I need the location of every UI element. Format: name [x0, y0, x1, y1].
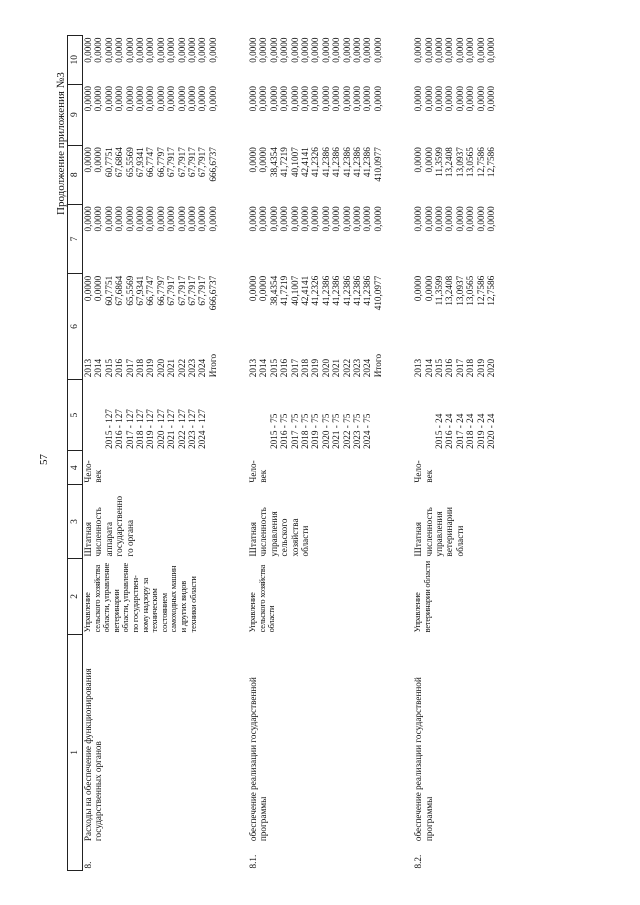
column-9-cell: 0,0000	[124, 86, 135, 112]
year-cell: 2023	[351, 358, 362, 378]
row-grantor: Управление сельского хозяйства области	[248, 564, 277, 633]
column-7-cell: 0,0000	[423, 206, 434, 232]
column-7-cell: 0,0000	[341, 206, 352, 232]
column-6-cell: 0,0000	[413, 275, 424, 302]
column-6-cell: 65,5569	[124, 275, 135, 306]
column-10-cell: 0,0000	[134, 37, 145, 63]
base-value-cell: 2017 - 24	[454, 413, 465, 449]
column-10-cell: 0,0000	[300, 37, 311, 63]
column-10-cell: 0,0000	[124, 37, 135, 63]
column-7-cell: 0,0000	[155, 206, 166, 232]
column-8-cell: 0,0000	[248, 147, 259, 173]
column-7-cell: 0,0000	[465, 206, 476, 232]
column-9-values	[83, 84, 219, 145]
year-cell: 2014	[93, 358, 104, 378]
column-6-cell: 666,6737	[207, 275, 218, 311]
year-cell: 2016	[279, 358, 290, 378]
column-9-cell: 0,0000	[166, 86, 177, 112]
base-value-list	[248, 379, 383, 451]
column-8-cell: 0,0000	[413, 147, 424, 173]
year-cell: 2017	[289, 358, 300, 378]
year-cell: 2017	[124, 358, 135, 378]
year-cell: 2018	[134, 358, 145, 378]
column-6-cell: 40,1007	[289, 275, 300, 306]
column-8-cell: 0,0000	[83, 147, 93, 173]
column-8-cell: 41,2386	[341, 147, 352, 178]
row-spacer	[218, 36, 248, 871]
base-value-cell: 2022 - 75	[341, 413, 352, 449]
row-unit: Чело-век	[83, 460, 104, 483]
column-6-cell: 410,0977	[372, 275, 383, 311]
year-cell: 2018	[300, 358, 311, 378]
column-header: 10	[68, 36, 83, 85]
column-8-cell: 12,7586	[475, 147, 486, 178]
column-10-cell: 0,0000	[310, 37, 321, 63]
row-index: 8.1.	[248, 854, 259, 869]
base-value-cell	[248, 381, 258, 449]
column-8-cell: 13,0937	[454, 147, 465, 178]
column-8-cell: 13,0565	[465, 147, 476, 178]
column-7-cell: 0,0000	[248, 206, 259, 232]
column-10-cell: 0,0000	[114, 37, 125, 63]
year-cell: 2024	[197, 358, 208, 378]
base-value-cell: 2019 - 127	[145, 409, 156, 449]
column-10-cell: 0,0000	[93, 37, 104, 63]
year-cell: 2013	[248, 358, 259, 378]
year-cell: 2017	[454, 358, 465, 378]
column-7-cell: 0,0000	[300, 206, 311, 232]
column-6-cell: 13,0565	[465, 275, 476, 306]
year-cell: 2024	[362, 358, 373, 378]
column-8-cell: 410,0977	[372, 147, 383, 182]
row-index: 8.	[83, 861, 93, 869]
column-6-cell: 67,7917	[176, 275, 187, 306]
base-value-cell: 2018 - 75	[300, 413, 311, 449]
column-10-cell: 0,0000	[485, 37, 496, 63]
year-cell: 2022	[341, 358, 352, 378]
base-value-cell: 2022 - 127	[176, 409, 187, 449]
column-7-cell: 0,0000	[454, 206, 465, 232]
column-6-cell: 67,9341	[134, 275, 145, 306]
column-9-cell: 0,0000	[433, 86, 444, 112]
column-header: 4	[68, 451, 83, 485]
column-8-cell: 41,2386	[362, 147, 373, 178]
base-value-cell: 2024 - 75	[362, 413, 373, 449]
column-7-cell: 0,0000	[485, 206, 496, 232]
column-header: 2	[68, 558, 83, 634]
base-value-cell: 2016 - 75	[279, 413, 290, 449]
column-8-cell: 67,6864	[114, 147, 125, 178]
column-7-cell: 0,0000	[351, 206, 362, 232]
column-header: 8	[68, 145, 83, 204]
base-value-cell: 2016 - 127	[114, 409, 125, 449]
column-7-cell: 0,0000	[289, 206, 300, 232]
column-7-cell: 0,0000	[83, 206, 93, 232]
budget-table	[67, 35, 496, 871]
column-8-cell: 41,2386	[351, 147, 362, 178]
column-10-cell: 0,0000	[155, 37, 166, 63]
base-value-cell: 2017 - 75	[289, 413, 300, 449]
column-7-cell: 0,0000	[166, 206, 177, 232]
column-9-cell: 0,0000	[176, 86, 187, 112]
column-8-cell: 11,3599	[433, 147, 444, 177]
year-cell: 2013	[83, 358, 93, 378]
base-value-cell: 2015 - 24	[433, 413, 444, 449]
column-9-cell: 0,0000	[279, 86, 290, 112]
base-value-cell: 2019 - 75	[310, 413, 321, 449]
column-7-cell: 0,0000	[331, 206, 342, 232]
base-value-cell: 2015 - 75	[268, 413, 279, 449]
year-cell: 2020	[485, 358, 496, 378]
year-cell: 2015	[433, 358, 444, 378]
column-9-cell: 0,0000	[155, 86, 166, 112]
column-10-values	[413, 36, 496, 85]
year-cell: Итого	[207, 353, 218, 378]
column-7-cell: 0,0000	[124, 206, 135, 232]
column-6-cell: 12,7586	[475, 275, 486, 306]
column-10-cell: 0,0000	[83, 37, 93, 63]
column-8-cell: 41,2386	[331, 147, 342, 178]
column-6-cell: 41,2386	[331, 275, 342, 306]
column-10-cell: 0,0000	[433, 37, 444, 63]
table-row	[248, 36, 383, 871]
base-value-cell: 2016 - 24	[444, 413, 455, 449]
row-index: 8.2.	[413, 854, 424, 869]
year-cell: 2016	[114, 358, 125, 378]
column-10-cell: 0,0000	[413, 37, 424, 63]
column-9-cell: 0,0000	[423, 86, 434, 112]
column-8-cell: 66,7797	[155, 147, 166, 178]
column-6-cell: 0,0000	[83, 275, 93, 302]
column-9-values	[248, 84, 383, 145]
column-7-cell: 0,0000	[93, 206, 104, 232]
column-9-cell: 0,0000	[258, 86, 269, 112]
base-value-cell	[83, 381, 93, 449]
column-7-cell: 0,0000	[268, 206, 279, 232]
column-7-cell: 0,0000	[362, 206, 373, 232]
column-6-cell: 0,0000	[248, 275, 259, 302]
column-7-cell: 0,0000	[176, 206, 187, 232]
column-10-cell: 0,0000	[176, 37, 187, 63]
column-6-cell: 41,2386	[362, 275, 373, 306]
column-8-values	[413, 145, 496, 204]
column-10-cell: 0,0000	[103, 37, 114, 63]
row-indicator: Штатная численность аппарата государственно го органа	[83, 495, 135, 557]
column-8-cell: 42,4141	[300, 147, 311, 178]
column-6-cell: 67,7917	[166, 275, 177, 306]
column-header: 1	[68, 634, 83, 870]
column-6-cell: 60,7751	[103, 275, 114, 306]
column-header: 7	[68, 204, 83, 274]
column-6-cell: 0,0000	[93, 275, 104, 302]
column-7-cell: 0,0000	[310, 206, 321, 232]
column-8-cell: 67,7917	[186, 147, 197, 178]
column-8-cell: 0,0000	[258, 147, 269, 173]
column-9-cell: 0,0000	[207, 86, 218, 112]
base-value-cell: 2017 - 127	[124, 409, 135, 449]
column-10-cell: 0,0000	[351, 37, 362, 63]
row-indicator: Штатная численность управления ветеринарии области	[413, 507, 465, 557]
column-10-cell: 0,0000	[475, 37, 486, 63]
row-name: Расходы на обеспечение функционирования государственных органов	[83, 668, 104, 842]
base-value-cell: 2015 - 127	[103, 409, 114, 449]
column-7-cell: 0,0000	[134, 206, 145, 232]
column-10-cell: 0,0000	[166, 37, 177, 63]
column-6-cell: 67,6864	[114, 275, 125, 306]
column-10-cell: 0,0000	[341, 37, 352, 63]
column-9-cell: 0,0000	[268, 86, 279, 112]
column-9-cell: 0,0000	[289, 86, 300, 112]
column-6-values	[413, 274, 496, 331]
base-value-cell	[424, 381, 434, 449]
column-6-cell: 66,7797	[155, 275, 166, 306]
column-6-cell: 38,4354	[268, 275, 279, 306]
column-6-cell: 42,4141	[300, 275, 311, 306]
column-7-values	[248, 204, 383, 274]
year-cell: 2022	[176, 358, 187, 378]
column-7-values	[83, 204, 219, 274]
column-6-cell: 66,7747	[145, 275, 156, 306]
column-10-cell: 0,0000	[362, 37, 373, 63]
column-6-cell: 41,2386	[351, 275, 362, 306]
row-grantor: Управление ветеринарии области	[413, 561, 432, 633]
base-value-list	[413, 379, 496, 451]
year-cell: 2019	[310, 358, 321, 378]
base-value-cell: 2024 - 127	[197, 409, 208, 449]
column-8-cell: 0,0000	[93, 147, 104, 173]
column-9-cell: 0,0000	[341, 86, 352, 112]
column-header: 9	[68, 84, 83, 145]
base-value-cell	[413, 381, 423, 449]
column-7-values	[413, 204, 496, 274]
column-8-cell: 67,7917	[166, 147, 177, 178]
year-cell: 2013	[413, 358, 424, 378]
column-9-cell: 0,0000	[485, 86, 496, 112]
column-6-cell: 0,0000	[258, 275, 269, 302]
column-6-cell: 41,2386	[341, 275, 352, 306]
base-value-cell: 2023 - 75	[351, 413, 362, 449]
column-8-values	[248, 145, 383, 204]
column-6-cell: 13,2408	[444, 275, 455, 306]
column-6-cell: 67,7917	[197, 275, 208, 306]
column-9-cell: 0,0000	[197, 86, 208, 112]
column-7-cell: 0,0000	[145, 206, 156, 232]
year-cell: 2021	[166, 358, 177, 378]
column-6-cell: 67,7917	[186, 275, 197, 306]
column-10-cell: 0,0000	[279, 37, 290, 63]
year-cell: 2015	[268, 358, 279, 378]
column-9-cell: 0,0000	[331, 86, 342, 112]
column-9-cell: 0,0000	[413, 86, 424, 112]
column-7-cell: 0,0000	[197, 206, 208, 232]
year-cell: 2020	[155, 358, 166, 378]
column-7-cell: 0,0000	[320, 206, 331, 232]
column-9-cell: 0,0000	[310, 86, 321, 112]
row-unit: Чело-век	[413, 460, 434, 483]
column-8-cell: 65,5569	[124, 147, 135, 178]
base-value-cell: 2020 - 24	[485, 413, 496, 449]
appendix-title: Продолжение приложения №3	[55, 72, 67, 215]
table-row	[413, 36, 496, 871]
column-9-cell: 0,0000	[134, 86, 145, 112]
year-cell: 2016	[444, 358, 455, 378]
column-9-cell: 0,0000	[300, 86, 311, 112]
column-6-cell: 13,0937	[454, 275, 465, 306]
column-6-cell: 0,0000	[423, 275, 434, 302]
column-10-cell: 0,0000	[145, 37, 156, 63]
column-7-cell: 0,0000	[279, 206, 290, 232]
row-name: обеспечение реализации государственной программы	[413, 677, 434, 842]
column-9-cell: 0,0000	[83, 86, 93, 112]
column-8-cell: 0,0000	[423, 147, 434, 173]
column-8-cell: 12,7586	[485, 147, 496, 178]
year-list	[413, 331, 496, 379]
column-10-cell: 0,0000	[268, 37, 279, 63]
column-6-cell: 11,3599	[433, 275, 444, 306]
column-6-cell: 41,2326	[310, 275, 321, 306]
column-9-cell: 0,0000	[186, 86, 197, 112]
column-10-cell: 0,0000	[289, 37, 300, 63]
column-8-cell: 666,6737	[207, 147, 218, 182]
row-name: обеспечение реализации государственной программы	[248, 677, 269, 842]
column-10-cell: 0,0000	[207, 37, 218, 63]
base-value-cell: 2023 - 127	[186, 409, 197, 449]
column-9-cell: 0,0000	[93, 86, 104, 112]
base-value-cell: 2019 - 24	[475, 413, 486, 449]
year-cell: 2020	[320, 358, 331, 378]
year-cell: Итого	[372, 353, 383, 378]
base-value-list	[83, 379, 219, 451]
column-7-cell: 0,0000	[103, 206, 114, 232]
column-8-cell: 60,7751	[103, 147, 114, 178]
column-7-cell: 0,0000	[433, 206, 444, 232]
base-value-cell: 2021 - 75	[331, 413, 342, 449]
column-7-cell: 0,0000	[186, 206, 197, 232]
column-9-cell: 0,0000	[454, 86, 465, 112]
base-value-cell: 2020 - 75	[320, 413, 331, 449]
column-9-cell: 0,0000	[465, 86, 476, 112]
column-9-cell: 0,0000	[145, 86, 156, 112]
column-8-cell: 40,1007	[289, 147, 300, 178]
row-indicator: Штатная численность управления сельского хозяйства области	[248, 507, 311, 557]
base-value-cell: 2020 - 127	[155, 409, 166, 449]
column-7-cell: 0,0000	[114, 206, 125, 232]
column-10-cell: 0,0000	[186, 37, 197, 63]
base-value-cell	[93, 381, 103, 449]
column-8-cell: 67,7917	[176, 147, 187, 178]
base-value-cell	[373, 381, 383, 449]
base-value-cell: 2018 - 127	[134, 409, 145, 449]
column-8-cell: 67,7917	[197, 147, 208, 178]
year-list	[83, 331, 219, 379]
column-7-cell: 0,0000	[475, 206, 486, 232]
column-9-cell: 0,0000	[103, 86, 114, 112]
base-value-cell	[258, 381, 268, 449]
column-8-cell: 66,7747	[145, 147, 156, 178]
column-9-cell: 0,0000	[362, 86, 373, 112]
column-9-cell: 0,0000	[444, 86, 455, 112]
column-10-cell: 0,0000	[465, 37, 476, 63]
column-header: 6	[68, 274, 83, 379]
column-9-cell: 0,0000	[372, 86, 383, 112]
column-10-cell: 0,0000	[331, 37, 342, 63]
column-9-cell: 0,0000	[475, 86, 486, 112]
column-9-cell: 0,0000	[351, 86, 362, 112]
page-number: 57	[38, 454, 50, 465]
base-value-cell	[208, 381, 218, 449]
year-list	[248, 331, 383, 379]
column-8-cell: 38,4354	[268, 147, 279, 178]
year-cell: 2019	[475, 358, 486, 378]
column-7-cell: 0,0000	[372, 206, 383, 232]
column-10-cell: 0,0000	[454, 37, 465, 63]
column-6-cell: 41,7219	[279, 275, 290, 306]
column-9-cell: 0,0000	[114, 86, 125, 112]
year-cell: 2014	[258, 358, 269, 378]
column-10-cell: 0,0000	[320, 37, 331, 63]
table-row	[83, 36, 219, 871]
base-value-cell: 2021 - 127	[166, 409, 177, 449]
year-cell: 2021	[331, 358, 342, 378]
column-header: 3	[68, 485, 83, 559]
table-header-row	[68, 36, 83, 871]
column-8-cell: 41,7219	[279, 147, 290, 178]
column-9-cell: 0,0000	[248, 86, 259, 112]
column-header: 5	[68, 379, 83, 451]
column-8-cell: 67,9341	[134, 147, 145, 178]
column-6-cell: 41,2386	[320, 275, 331, 306]
column-10-cell: 0,0000	[423, 37, 434, 63]
column-10-cell: 0,0000	[372, 37, 383, 63]
row-spacer	[383, 36, 413, 871]
year-cell: 2015	[103, 358, 114, 378]
column-6-values	[83, 274, 219, 331]
column-8-cell: 13,2408	[444, 147, 455, 178]
table-body	[83, 36, 497, 871]
year-cell: 2023	[186, 358, 197, 378]
column-10-cell: 0,0000	[197, 37, 208, 63]
column-6-values	[248, 274, 383, 331]
column-7-cell: 0,0000	[207, 206, 218, 232]
year-cell: 2019	[145, 358, 156, 378]
column-7-cell: 0,0000	[258, 206, 269, 232]
column-10-cell: 0,0000	[258, 37, 269, 63]
column-8-cell: 41,2326	[310, 147, 321, 178]
column-8-cell: 41,2386	[320, 147, 331, 178]
row-grantor: Управление сельского хозяйства области, управление ветеринарии области, управление по государствен-ному надзору за техническим состоянием самоходных машин и других видов техники области	[83, 562, 198, 633]
column-7-cell: 0,0000	[413, 206, 424, 232]
year-cell: 2014	[423, 358, 434, 378]
column-6-cell: 12,7586	[485, 275, 496, 306]
year-cell: 2018	[465, 358, 476, 378]
column-9-values	[413, 84, 496, 145]
column-9-cell: 0,0000	[320, 86, 331, 112]
base-value-cell: 2018 - 24	[465, 413, 476, 449]
column-10-values	[83, 36, 219, 85]
column-7-cell: 0,0000	[444, 206, 455, 232]
column-10-values	[248, 36, 383, 85]
column-10-cell: 0,0000	[248, 37, 259, 63]
row-unit: Чело-век	[248, 460, 269, 483]
column-8-values	[83, 145, 219, 204]
column-10-cell: 0,0000	[444, 37, 455, 63]
